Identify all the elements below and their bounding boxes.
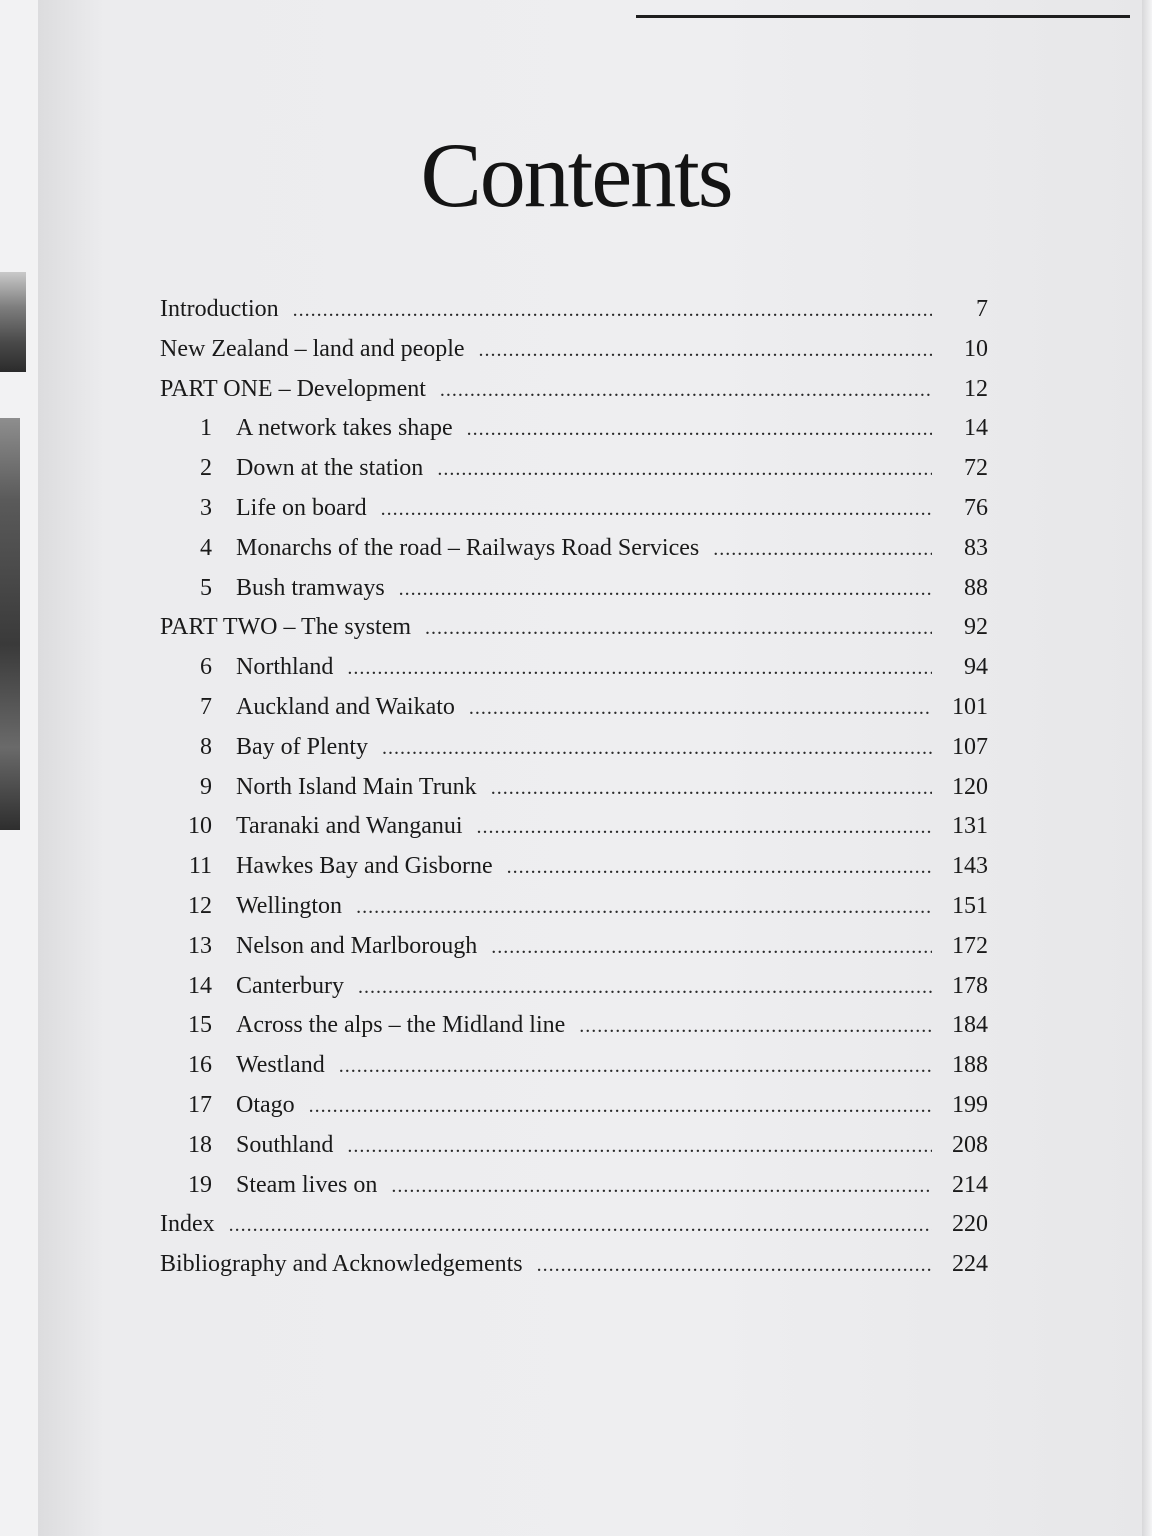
toc-chapter-number: 15 [188,1012,212,1039]
toc-dot-leader [440,371,932,411]
toc-chapter-number: 11 [188,853,212,880]
toc-entry [160,887,988,927]
toc-page-number: 76 [964,494,988,521]
toc-page-number: 184 [952,1012,988,1039]
toc-entry-title: Bush tramways [236,574,385,601]
toc-page-number: 178 [952,972,988,999]
toc-entry-title: Taranaki and Wanganui [236,813,463,840]
toc-chapter-number: 17 [188,1091,212,1118]
toc-dot-leader [713,530,932,570]
toc-entry-title: Introduction [160,296,279,322]
toc-chapter-number: 14 [188,972,212,999]
toc-chapter-number: 18 [188,1131,212,1158]
toc-page-number: 220 [952,1211,988,1238]
toc-dot-leader [339,1047,932,1087]
toc-page-number: 101 [952,693,988,720]
toc-dot-leader [356,888,932,928]
toc-entry-title: Canterbury [236,972,344,999]
toc-page-number: 224 [952,1251,988,1278]
toc-chapter-number: 3 [200,494,212,521]
toc-dot-leader [358,968,932,1008]
toc-chapter-number: 10 [188,813,212,840]
page-title-text: Contents [420,124,732,226]
toc-page-number: 83 [964,534,988,561]
toc-chapter-number: 5 [200,574,212,601]
toc-page-number: 208 [952,1131,988,1158]
toc-page-number: 12 [964,375,988,402]
facing-page-edge [0,0,38,1536]
toc-dot-leader [507,848,932,888]
toc-page-number: 92 [964,614,988,641]
toc-chapter-number: 6 [200,654,212,681]
facing-page-photo-top [0,272,26,372]
toc-dot-leader [399,570,932,610]
toc-entry [160,847,988,887]
toc-chapter-number: 1 [200,415,212,442]
toc-dot-leader [479,331,932,371]
toc-dot-leader [381,490,932,530]
toc-page-number: 143 [952,853,988,880]
toc-entry [160,409,988,449]
toc-entry-title: Life on board [236,494,367,521]
toc-dot-leader [229,1206,932,1246]
toc-dot-leader [293,291,932,331]
toc-entry [160,569,988,609]
toc-dot-leader [469,689,932,729]
toc-entry [160,648,988,688]
toc-entry [160,1205,988,1245]
toc-dot-leader [347,649,932,689]
toc-page-number: 131 [952,813,988,840]
toc-entry-title: Index [160,1211,215,1238]
toc-dot-leader [491,928,932,968]
toc-entry [160,330,988,370]
toc-entry [160,1046,988,1086]
toc-page-number: 172 [952,932,988,959]
toc-entry-title: Otago [236,1091,295,1118]
toc-entry [160,807,988,847]
toc-page-number: 88 [964,574,988,601]
toc-entry [160,1166,988,1206]
toc-entry [160,370,988,410]
toc-chapter-number: 13 [188,932,212,959]
toc-entry-title: North Island Main Trunk [236,773,477,800]
toc-entry-title: Steam lives on [236,1171,378,1198]
toc-entry [160,1086,988,1126]
toc-entry [160,449,988,489]
toc-entry [160,768,988,808]
toc-chapter-number: 8 [200,733,212,760]
toc-page-number: 14 [964,415,988,442]
toc-entry [160,1126,988,1166]
toc-entry-title: New Zealand – land and people [160,335,465,362]
toc-entry-title: Southland [236,1131,334,1158]
toc-entry-title: Down at the station [236,455,424,482]
toc-chapter-number: 4 [200,534,212,561]
toc-entry [160,967,988,1007]
toc-entry-title: Monarchs of the road – Railways Road Services [236,534,700,561]
toc-dot-leader [437,450,932,490]
toc-page-number: 199 [952,1091,988,1118]
toc-chapter-number: 19 [188,1171,212,1198]
toc-entry [160,728,988,768]
table-of-contents [160,290,988,1285]
toc-chapter-number: 2 [200,455,212,482]
toc-page-number: 72 [964,455,988,482]
toc-entry-title: Bibliography and Acknowledgements [160,1251,523,1278]
facing-page-photo-bottom [0,418,20,830]
toc-entry-title: Westland [236,1052,325,1079]
toc-page-number: 151 [952,892,988,919]
toc-entry [160,529,988,569]
toc-entry [160,489,988,529]
toc-dot-leader [391,1167,932,1207]
toc-chapter-number: 12 [188,892,212,919]
toc-entry-title: A network takes shape [236,415,453,442]
toc-page-number: 94 [964,654,988,681]
toc-chapter-number: 7 [200,693,212,720]
toc-dot-leader [425,609,932,649]
toc-page-number: 214 [952,1171,988,1198]
toc-entry-title: PART ONE – Development [160,375,426,402]
toc-dot-leader [467,410,932,450]
page-edge-shadow [1142,0,1152,1536]
toc-page-number: 10 [964,335,988,362]
toc-dot-leader [309,1087,932,1127]
toc-entry-title: Wellington [236,892,343,919]
toc-entry-title: Across the alps – the Midland line [236,1012,566,1039]
toc-entry [160,1245,988,1285]
toc-entry [160,608,988,648]
toc-entry [160,1006,988,1046]
toc-dot-leader [537,1246,932,1286]
toc-entry-title: Hawkes Bay and Gisborne [236,853,493,880]
toc-page-number: 188 [952,1052,988,1079]
top-rule-divider [636,15,1130,18]
toc-entry-title: PART TWO – The system [160,614,412,641]
toc-entry [160,927,988,967]
toc-page-number: 120 [952,773,988,800]
toc-chapter-number: 16 [188,1052,212,1079]
toc-dot-leader [477,808,932,848]
toc-dot-leader [491,769,932,809]
toc-entry [160,290,988,330]
toc-entry-title: Bay of Plenty [236,733,368,760]
toc-page-number: 107 [952,733,988,760]
toc-dot-leader [347,1127,932,1167]
toc-entry-title: Nelson and Marlborough [236,932,478,959]
toc-dot-leader [382,729,932,769]
toc-dot-leader [579,1007,932,1047]
toc-entry-title: Northland [236,654,334,681]
page-title [0,120,1152,230]
toc-entry [160,688,988,728]
toc-chapter-number: 9 [200,773,212,800]
toc-entry-title: Auckland and Waikato [236,693,455,720]
toc-page-number: 7 [976,296,988,322]
